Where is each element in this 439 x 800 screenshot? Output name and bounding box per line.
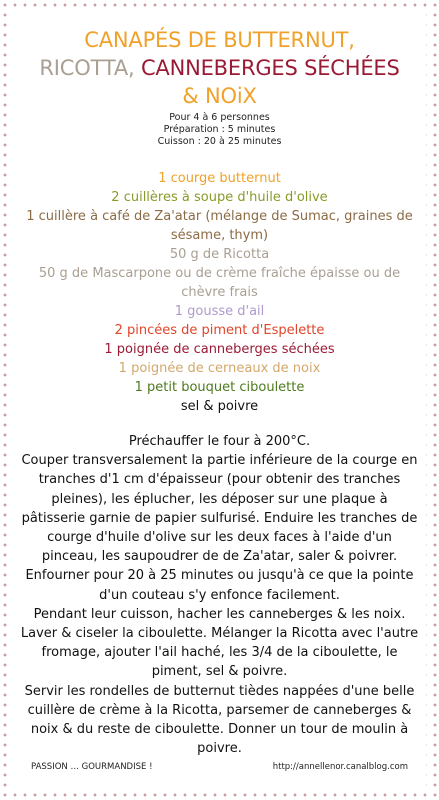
ingredient-item: 50 g de Ricotta bbox=[169, 247, 270, 262]
title-line-2-part-1: RICOTTA, bbox=[39, 56, 141, 80]
ingredient-item: 50 g de Mascarpone ou de crème fraîche épaisse ou de chèvre frais bbox=[38, 266, 401, 300]
title-line-2 bbox=[39, 56, 399, 80]
recipe-meta bbox=[13, 112, 426, 148]
footer-tagline: PASSION … GOURMANDISE ! bbox=[31, 762, 153, 772]
ingredient-item: 1 poignée de canneberges séchées bbox=[104, 342, 335, 357]
footer bbox=[31, 762, 408, 772]
recipe-steps bbox=[13, 432, 426, 758]
title-line-3: & NOiX bbox=[182, 84, 257, 108]
ingredient-item: 1 gousse d'ail bbox=[174, 304, 265, 319]
prep-time: Préparation : 5 minutes bbox=[163, 124, 276, 135]
recipe-card bbox=[13, 13, 426, 787]
step-paragraph: Pendant leur cuisson, hacher les canneberges & les noix. Laver & ciseler la ciboulette. Mélanger la Ricotta avec l'autre fromage, ajouter l'ail haché, les 3/4 de la ciboulette, le piment, sel & poivre. bbox=[20, 606, 419, 680]
ingredient-item: sel & poivre bbox=[180, 399, 259, 414]
title-line-1: CANAPÉS DE BUTTERNUT, bbox=[84, 28, 355, 52]
ingredient-item: 1 cuillère à café de Za'atar (mélange de Sumac, graines de sésame, thym) bbox=[26, 209, 413, 243]
ingredient-item: 2 pincées de piment d'Espelette bbox=[114, 323, 325, 338]
ingredient-item: 2 cuillères à soupe d'huile d'olive bbox=[111, 190, 328, 205]
servings: Pour 4 à 6 personnes bbox=[169, 112, 270, 123]
recipe-title bbox=[13, 26, 426, 110]
step-paragraph: Couper transversalement la partie inférieure de la courge en tranches d'1 cm d'épaisseur (pour obtenir des tranches pleines), les éplucher, les déposer sur une plaque à pâtisserie garnie de papier sulfurisé. Enduire les tranches de courge d'huile d'olive sur les deux faces à l'aide d'un pinceau, les saupoudrer de de Za'atar, saler & poivrer. Enfourner pour 20 à 25 minutes ou jusqu'à ce que la pointe d'un couteau s'y enfonce facilement. bbox=[21, 453, 418, 603]
cook-time: Cuisson : 20 à 25 minutes bbox=[157, 136, 282, 147]
ingredient-item: 1 courge butternut bbox=[158, 171, 281, 186]
ingredient-item: 1 poignée de cerneaux de noix bbox=[118, 361, 321, 376]
ingredient-list bbox=[13, 169, 426, 416]
step-paragraph: Préchauffer le four à 200°C. bbox=[128, 434, 311, 449]
ingredient-item: 1 petit bouquet ciboulette bbox=[134, 380, 305, 395]
title-line-2-part-2: CANNEBERGES SÉCHÉES bbox=[140, 56, 400, 80]
footer-url[interactable]: http://annellenor.canalblog.com bbox=[272, 762, 408, 772]
step-paragraph: Servir les rondelles de butternut tièdes nappées d'une belle cuillère de crème à la Ricotta, parsemer de canneberges & noix & du reste de ciboulette. Donner un tour de moulin à poivre. bbox=[24, 683, 415, 757]
